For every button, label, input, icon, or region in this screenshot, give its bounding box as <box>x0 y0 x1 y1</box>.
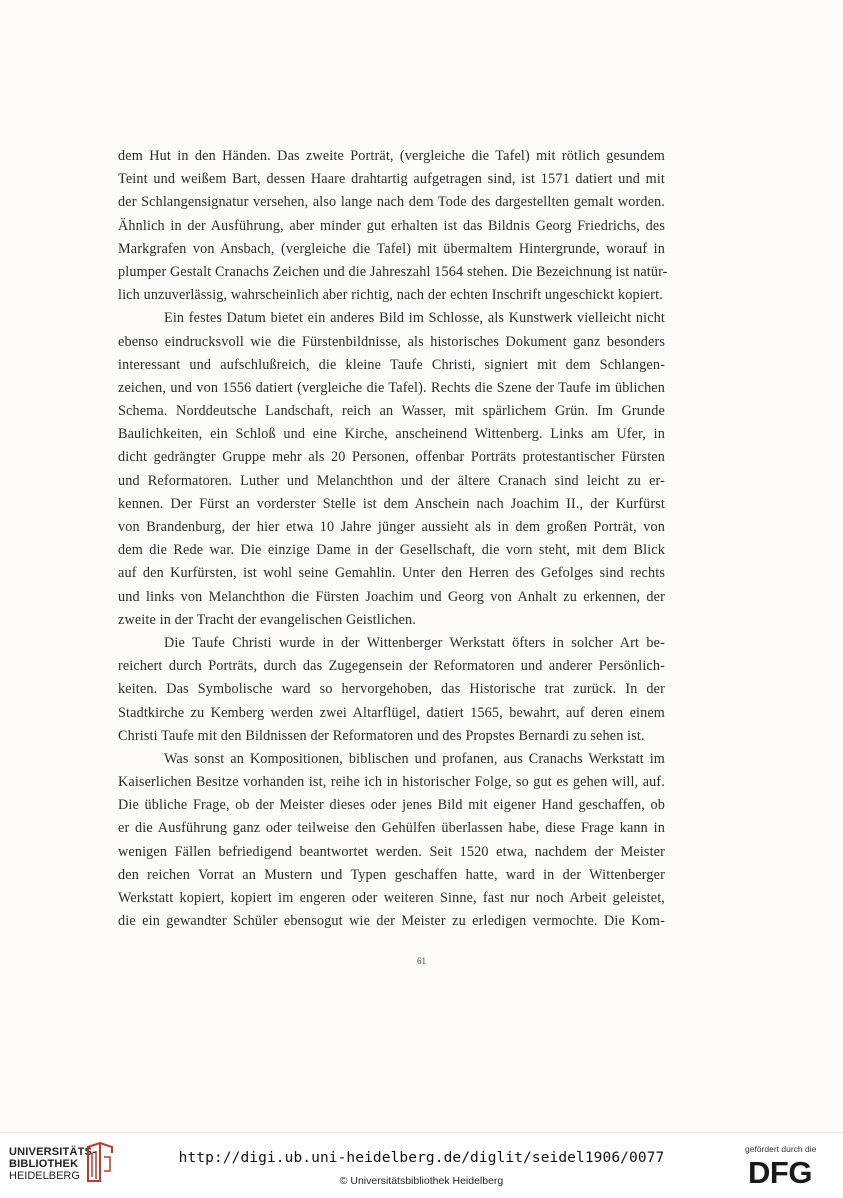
text-line: zeichen, und von 1556 datiert (vergleiche die Tafel). Rechts die Szene der Taufe im üblichen <box>118 379 665 396</box>
text-line: dem die Rede war. Die einzige Dame in der Gesellschaft, die vorn steht, mit dem Blick <box>118 542 665 559</box>
text-line: und links von Melanchthon die Fürsten Joachim und Georg von Anhalt zu erkennen, der <box>118 588 665 605</box>
text-line: dicht gedrängter Gruppe mehr als 20 Personen, offenbar Porträts protestantischer Fürsten <box>118 449 665 466</box>
text-line: Die übliche Frage, ob der Meister dieses oder jenes Bild mit eigener Hand geschaffen, ob <box>118 797 665 814</box>
text-line: lich unzuverlässig, wahrscheinlich aber richtig, nach der echten Inschrift ungeschickt kopiert. <box>118 287 663 304</box>
text-line: Christi Taufe mit den Bildnissen der Reformatoren und des Propstes Bernardi zu sehen ist. <box>118 727 645 744</box>
copyright-notice: © Universitätsbibliothek Heidelberg <box>339 1175 504 1187</box>
text-line: plumper Gestalt Cranachs Zeichen und die Jahreszahl 1564 stehen. Die Bezeichnung ist natür- <box>118 263 668 280</box>
text-line: Teint und weißem Bart, dessen Haare drahtartig aufgetragen sind, ist 1571 datiert und mit <box>118 171 665 188</box>
library-name-line: BIBLIOTHEK <box>9 1158 79 1170</box>
text-line: Markgrafen von Ansbach, (vergleiche die Tafel) mit übermaltem Hintergrunde, worauf in <box>118 240 665 257</box>
text-line: Ähnlich in der Ausführung, aber minder gut erhalten ist das Bildnis Georg Friedrichs, des <box>118 217 665 234</box>
text-line: kennen. Der Fürst an vorderster Stelle ist dem Anschein nach Joachim II., der Kurfürst <box>118 495 665 512</box>
paragraph-start: Ein festes Datum bietet ein anderes Bild im Schlosse, als Kunstwerk vielleicht nicht <box>164 310 665 327</box>
text-line: der Schlangensignatur versehen, also lange nach dem Tode des dargestellten gemalt worden. <box>118 194 665 211</box>
text-line: zweite in der Tracht der evangelischen Geistlichen. <box>118 611 417 628</box>
library-name-line: HEIDELBERG <box>9 1170 80 1182</box>
dfg-logo: DFG <box>748 1155 812 1190</box>
text-line: von Brandenburg, der hier etwa 10 Jahre jünger aussieht als in dem großen Porträt, von <box>118 519 665 535</box>
text-line: auf den Kurfürsten, ist wohl seine Gemahlin. Unter den Herren des Gefolges sind rechts <box>118 565 665 582</box>
source-url[interactable]: http://digi.ub.uni-heidelberg.de/diglit/seidel1906/0077 <box>178 1150 665 1166</box>
text-line: Stadtkirche zu Kemberg werden zwei Altarflügel, datiert 1565, bewahrt, auf deren einem <box>118 704 665 721</box>
text-line: Kaiserlichen Besitze vorhanden ist, reihe ich in historischer Folge, so gut es gehen will, auf. <box>118 774 665 791</box>
text-line: er die Ausführung ganz oder teilweise den Gehülfen überlassen habe, diese Frage kann in <box>118 820 665 837</box>
text-line: dem Hut in den Händen. Das zweite Porträt, (vergleiche die Tafel) mit rötlich gesundem <box>118 148 665 164</box>
text-line: keiten. Das Symbolische ward so hervorgehoben, das Historische trat zurück. In der <box>118 681 665 698</box>
text-line: die ein gewandter Schüler ebensogut wie der Meister zu erledigen vermochte. Die Kom- <box>118 913 665 930</box>
text-line: und Reformatoren. Luther und Melanchthon und der ältere Cranach sind leicht zu er- <box>118 472 665 489</box>
text-line: Baulichkeiten, ein Schloß und eine Kirche, anscheinend Wittenberg. Links am Ufer, in <box>118 426 665 443</box>
text-line: wenigen Fällen befriedigend beantwortet werden. Seit 1520 etwa, nachdem der Meister <box>118 843 665 860</box>
body-text <box>118 145 668 933</box>
paragraph-start: Was sonst an Kompositionen, biblischen und profanen, aus Cranachs Werkstatt im <box>164 750 665 767</box>
text-line: reichert durch Porträts, durch das Zugegensein der Reformatoren und anderer Persönlich- <box>118 658 665 675</box>
footer-bar <box>0 1132 843 1198</box>
text-line: ebenso eindrucksvoll wie die Fürstenbildnisse, als historisches Dokument ganz besonders <box>118 333 665 350</box>
page-number: 61 <box>417 956 426 966</box>
paragraph-start: Die Taufe Christi wurde in der Wittenberger Werkstatt öfters in solcher Art be- <box>164 634 665 651</box>
text-line: Schema. Norddeutsche Landschaft, reich an Wasser, mit spärlichem Grün. Im Grunde <box>118 403 665 420</box>
text-line: Werkstatt kopiert, kopiert im engeren oder weiteren Sinne, fast nur noch Arbeit geleistet, <box>118 890 665 906</box>
funding-caption: gefördert durch die <box>745 1144 817 1154</box>
text-line: interessant und aufschlußreich, die kleine Taufe Christi, signiert mit dem Schlangen- <box>118 356 665 373</box>
text-line: den reichen Vorrat an Mustern und Typen geschaffen hatte, ward in der Wittenberger <box>118 866 665 883</box>
library-name-line: UNIVERSITÄTS- <box>9 1146 96 1158</box>
